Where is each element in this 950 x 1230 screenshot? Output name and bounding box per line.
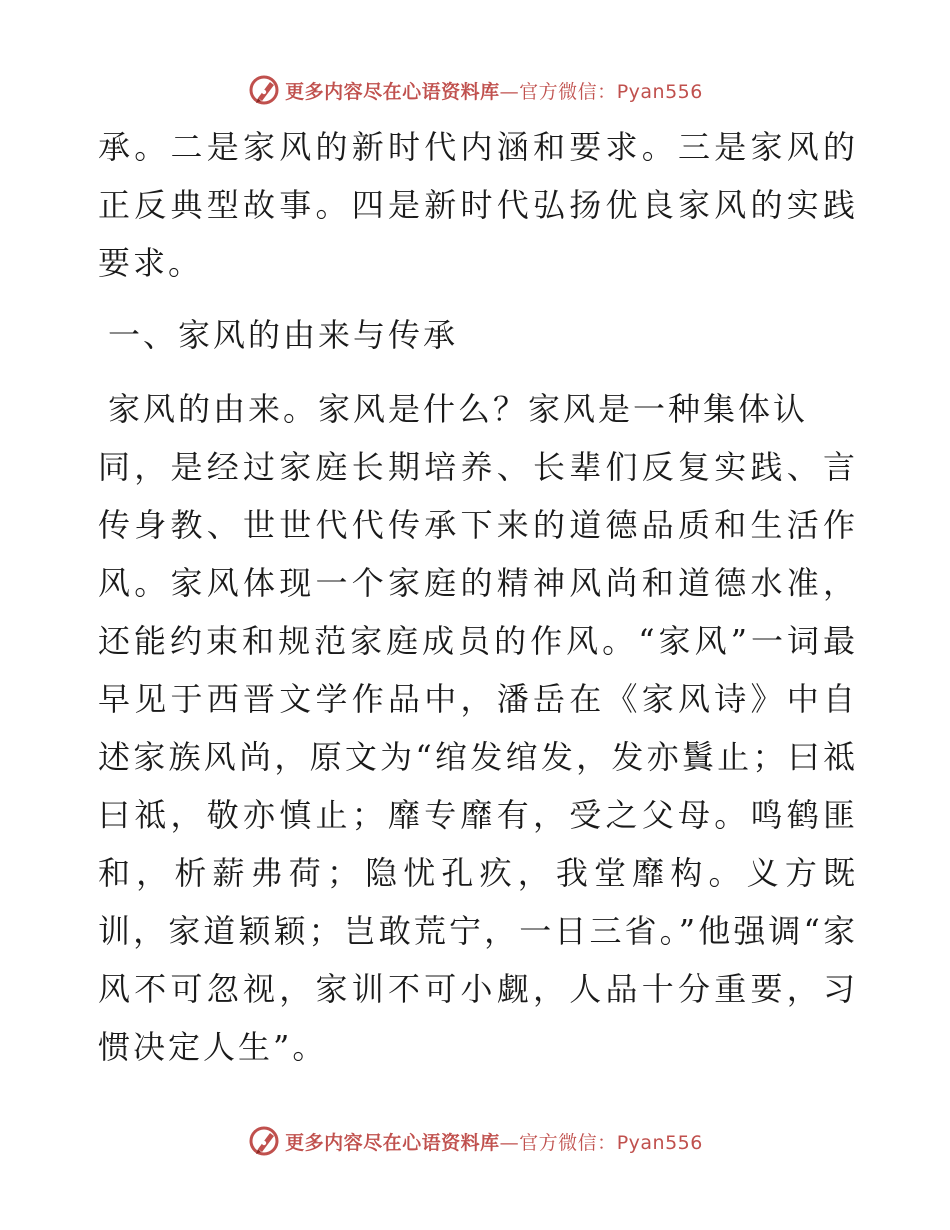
paragraph-2-first-line: 家风的由来。家风是什么？家风是一种集体认 [108,390,809,428]
pen-nib-logo-icon [247,73,281,107]
footer-wechat-id: Pyan556 [616,1131,703,1154]
paragraph-2 [98,380,858,1076]
footer-banner [0,1121,950,1161]
section-heading: 一、家风的由来与传承 [108,316,459,354]
header-promo-text: 更多内容尽在心语资料库 [285,80,500,103]
footer-promo [285,1128,703,1155]
header-wechat-id: Pyan556 [616,80,703,103]
paragraph-1: 承。二是家风的新时代内涵和要求。三是家风的正反典型故事。四是新时代弘扬优良家风的实践要求。 [98,128,858,282]
pen-nib-logo-icon [247,1124,281,1158]
header-banner [0,70,950,110]
header-promo [285,77,703,104]
paragraph-2-rest: 同，是经过家庭长期培养、长辈们反复实践、言传身教、世世代代传承下来的道德品质和生活作风。家风体现一个家庭的精神风尚和道德水准，还能约束和规范家庭成员的作风。“家风”一词最早见于西晋文学作品中，潘岳在《家风诗》中自述家族风尚，原文为“绾发绾发，发亦鬒止；曰祗曰祗，敬亦慎止；靡专靡有，受之父母。鸣鹤匪和，析薪弗荷；隐忧孔疚，我堂靡构。义方既训，家道颖颖；岂敢荒宁，一日三省。”他强调“家风不可忽视，家训不可小觑，人品十分重要，习惯决定人生”。 [98,448,858,1066]
header-separator: — [499,80,520,103]
footer-wechat-label: 官方微信： [519,1131,617,1154]
footer-promo-text: 更多内容尽在心语资料库 [285,1131,500,1154]
header-wechat-label: 官方微信： [519,80,617,103]
footer-separator: — [499,1131,520,1154]
document-body [98,118,858,1076]
